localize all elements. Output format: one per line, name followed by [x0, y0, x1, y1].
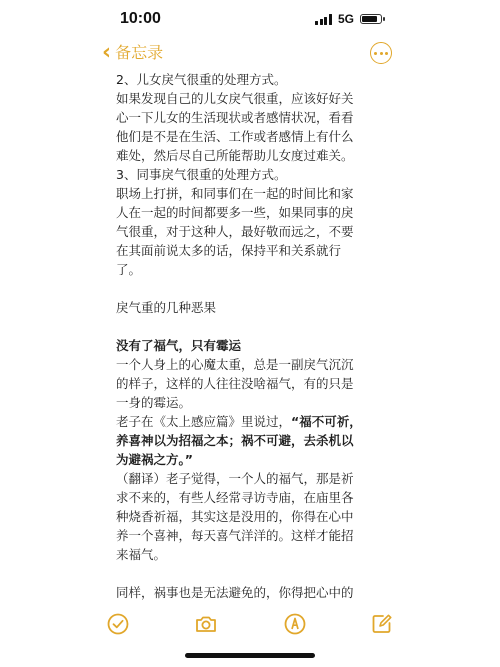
- note-line: [116, 298, 388, 317]
- battery-icon: [360, 14, 382, 24]
- note-line-text: 如果发现自己的儿女戾气很重，应该好好关: [116, 91, 354, 106]
- note-line: [116, 89, 388, 108]
- blank-line: [116, 317, 388, 336]
- note-line-text: 气很重，对于这种人，最好敬而远之，不要: [116, 224, 354, 239]
- note-line-text: 难处，然后尽自己所能帮助儿女度过难关。: [116, 148, 354, 163]
- camera-icon[interactable]: [194, 612, 218, 636]
- note-line-text: 职场上打拼，和同事们在一起的时间比和家: [116, 186, 354, 201]
- note-line: [116, 412, 388, 431]
- note-line: [116, 184, 388, 203]
- status-indicators: [315, 12, 382, 26]
- note-line: [116, 526, 388, 545]
- note-line-text: 种烧香祈福，其实这是没用的，你得在心中: [116, 509, 354, 524]
- note-line: [116, 488, 388, 507]
- note-line-text: 在其面前说太多的话，保持平和关系就行: [116, 243, 342, 258]
- note-line-text: 人在一起的时间都要多一些，如果同事的戾: [116, 205, 354, 220]
- more-dot: [380, 52, 383, 55]
- navigation-bar: [0, 36, 500, 72]
- note-line: [116, 355, 388, 374]
- note-line-text: 老子在《太上感应篇》里说过，: [116, 414, 292, 429]
- home-indicator[interactable]: [185, 653, 315, 658]
- note-line-text: 一身的霉运。: [116, 395, 192, 410]
- status-time: 10:00: [120, 10, 161, 27]
- note-line-bold-text: “福不可祈，: [291, 414, 362, 429]
- note-line-text: 一个人身上的心魔太重，总是一副戾气沉沉: [116, 357, 354, 372]
- note-line: [116, 203, 388, 222]
- note-line: [116, 165, 388, 184]
- note-line: [116, 146, 388, 165]
- note-line-text: 的样子，这样的人往往没啥福气，有的只是: [116, 376, 354, 391]
- note-line-text: （翻译）老子觉得，一个人的福气，那是祈: [116, 471, 354, 486]
- note-line-text: 2、儿女戾气很重的处理方式。: [116, 72, 287, 87]
- note-body[interactable]: [116, 70, 388, 602]
- note-line-text: 为避祸之方。”: [116, 452, 193, 467]
- more-options-button[interactable]: [370, 42, 392, 64]
- status-bar: [0, 0, 500, 36]
- blank-line: [116, 279, 388, 298]
- note-line: [116, 469, 388, 488]
- note-line-text: 求不来的，有些人经常寻访寺庙，在庙里各: [116, 490, 354, 505]
- back-label: 备忘录: [115, 43, 164, 62]
- note-line: [116, 70, 388, 89]
- note-line-text: 戾气重的几种恶果: [116, 300, 217, 315]
- note-line: [116, 336, 388, 355]
- chevron-left-icon: ‹: [102, 40, 112, 65]
- note-line-text: 来福气。: [116, 547, 167, 562]
- cellular-signal-icon: [315, 14, 332, 25]
- note-line: [116, 393, 388, 412]
- note-line-text: 3、同事戾气很重的处理方式。: [116, 167, 287, 182]
- note-line: [116, 222, 388, 241]
- note-line: [116, 507, 388, 526]
- note-line: [116, 241, 388, 260]
- back-button[interactable]: [102, 42, 163, 64]
- note-line-text: 同样，祸事也是无法避免的，你得把心中的: [116, 585, 354, 600]
- note-line: [116, 374, 388, 393]
- note-line: [116, 545, 388, 564]
- note-line-text: 了。: [116, 262, 142, 277]
- more-dots-icon: [374, 52, 377, 55]
- note-line: [116, 431, 388, 450]
- note-line: [116, 127, 388, 146]
- note-line: [116, 450, 388, 469]
- note-line: [116, 260, 388, 279]
- battery-level: [362, 16, 377, 22]
- note-line-text: 他们是不是在生活、工作或者感情上有什么: [116, 129, 354, 144]
- note-line-text: 没有了福气，只有霉运: [116, 338, 242, 353]
- note-line: [116, 108, 388, 127]
- note-line-text: 心一下儿女的生活现状或者感情状况，看看: [116, 110, 354, 125]
- network-type: 5G: [337, 12, 354, 26]
- bottom-toolbar: [0, 608, 500, 640]
- blank-line: [116, 564, 388, 583]
- note-line-text: 养喜神以为招福之本；祸不可避，去杀机以: [116, 433, 354, 448]
- note-line: [116, 583, 388, 602]
- markup-pen-icon[interactable]: [283, 612, 307, 636]
- note-line-text: 养一个喜神，每天喜气洋洋的。这样才能招: [116, 528, 354, 543]
- more-dot: [385, 52, 388, 55]
- compose-icon[interactable]: [370, 612, 394, 636]
- checklist-icon[interactable]: [106, 612, 130, 636]
